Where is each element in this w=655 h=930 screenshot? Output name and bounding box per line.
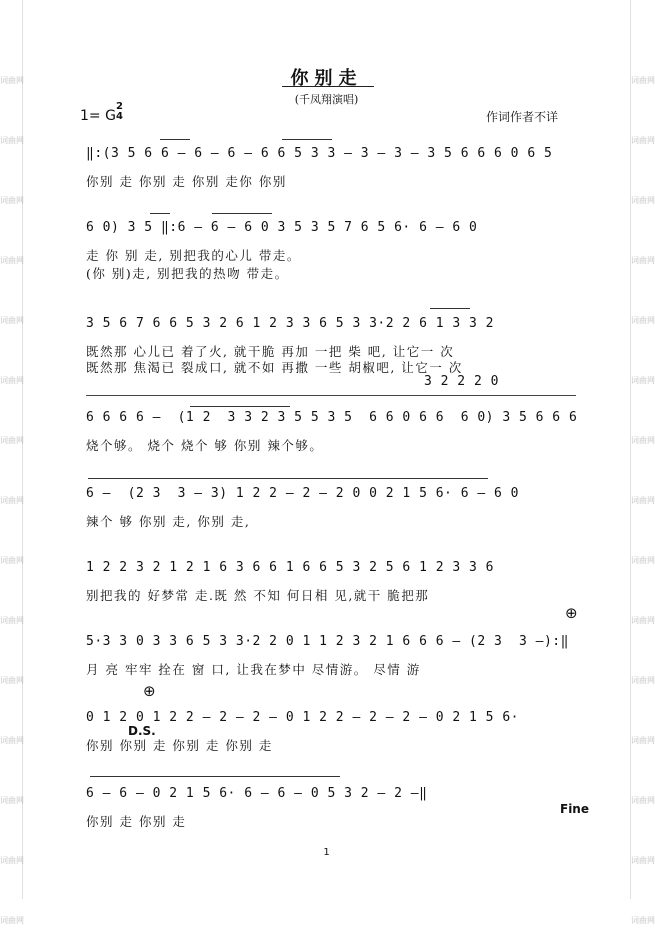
lyric-line-6: 别把我的 好梦常 走.既 然 不知 何日相 见,就干 脆把那 <box>86 588 430 603</box>
beam <box>212 213 272 214</box>
beam <box>90 776 340 777</box>
beam <box>160 139 190 140</box>
lyric-line-7: 月 亮 牢牢 拴在 窗 口, 让我在梦中 尽情游。 尽情 游 <box>86 662 421 677</box>
coda-sign: ⊕ <box>143 682 156 700</box>
beam <box>430 308 470 309</box>
notation-line-5: 6 – (2 3 3 – 3) 1 2 2 – 2 – 2 0 0 2 1 5 6· 6 – 6 0 <box>86 486 519 501</box>
lyric-line-3a: 既然那 心儿已 着了火, 就干脆 再加 一把 柴 吧, 让它一 次 <box>86 344 455 359</box>
beam <box>150 213 170 214</box>
coda-sign: ⊕ <box>565 604 578 622</box>
lyric-line-1: 你别 走 你别 走 你别 走你 你别 <box>86 174 287 189</box>
beam <box>88 478 488 479</box>
lyric-line-2a: 走 你 别 走, 别把我的心儿 带走。 <box>86 248 301 263</box>
title-underline <box>282 86 374 87</box>
lyric-line-5: 辣个 够 你别 走, 你别 走, <box>86 514 251 529</box>
page-number: 1 <box>323 847 330 858</box>
notation-line-1: ‖:(3 5 6 6 – 6 – 6 – 6 6 5 3 3 – 3 – 3 – 3 5 6 6 6 0 6 5 <box>86 146 553 161</box>
key-signature: 1= G <box>80 108 116 124</box>
time-signature-top: 2 <box>116 101 123 112</box>
notation-line-7: 5·3 3 0 3 3 6 5 3 3·2 2 0 1 1 2 3 2 1 6 6 6 – (2 3 3 –):‖ <box>86 634 569 649</box>
notation-line-8: 0 1 2 0 1 2 2 – 2 – 2 – 0 1 2 2 – 2 – 2 – 0 2 1 5 6· <box>86 710 519 725</box>
volta-line <box>86 395 576 396</box>
lyric-line-8: 你别 你别 走 你别 走 你别 走 <box>86 738 273 753</box>
beam <box>282 139 332 140</box>
lyric-line-2b: (你 别)走, 别把我的热吻 带走。 <box>86 266 289 281</box>
notation-line-9: 6 – 6 – 0 2 1 5 6· 6 – 6 – 0 5 3 2 – 2 –‖ <box>86 786 428 801</box>
notation-line-6: 1 2 2 3 2 1 2 1 6 3 6 6 1 6 6 5 3 2 5 6 1 2 3 3 6 <box>86 560 495 575</box>
watermark-right: 词曲网 词曲网 词曲网 词曲网 词曲网 词曲网 词曲网 词曲网 词曲网 词曲网 词曲网 词曲网 词曲网 词曲网 词曲网 <box>630 0 653 899</box>
lyric-line-9: 你别 走 你别 走 <box>86 814 187 829</box>
notation-line-3: 3 5 6 7 6 6 5 3 2 6 1 2 3 3 6 5 3 3·2 2 6 1 3 3 2 <box>86 316 495 331</box>
alternate-notes: 3 2 2 2 0 <box>424 374 499 389</box>
fine-mark: Fine <box>560 802 589 816</box>
song-subtitle: (千凤翔演唱) <box>294 93 359 106</box>
song-title: 你别走 <box>290 68 363 89</box>
lyricist-credit: 作词作者不详 <box>486 110 559 124</box>
beam <box>190 406 290 407</box>
time-signature-bottom: 4 <box>116 111 123 122</box>
notation-line-4: 6 6 6 6 – (1 2 3 3 2 3 5 5 3 5 6 6 0 6 6 6 0) 3 5 6 6 6 <box>86 410 578 425</box>
time-signature <box>116 102 123 122</box>
notation-line-2: 6 0) 3 5 ‖:6 – 6 – 6 0 3 5 3 5 7 6 5 6· 6 – 6 0 <box>86 220 478 235</box>
ds-mark: D.S. <box>128 724 156 738</box>
watermark-left: 词曲网 词曲网 词曲网 词曲网 词曲网 词曲网 词曲网 词曲网 词曲网 词曲网 词曲网 词曲网 词曲网 词曲网 词曲网 <box>0 0 23 899</box>
lyric-line-4: 烧个够。 烧个 烧个 够 你别 辣个够。 <box>86 438 324 453</box>
lyric-line-3b: 既然那 焦渴已 裂成口, 就不如 再撒 一些 胡椒吧, 让它一 次 <box>86 360 463 375</box>
